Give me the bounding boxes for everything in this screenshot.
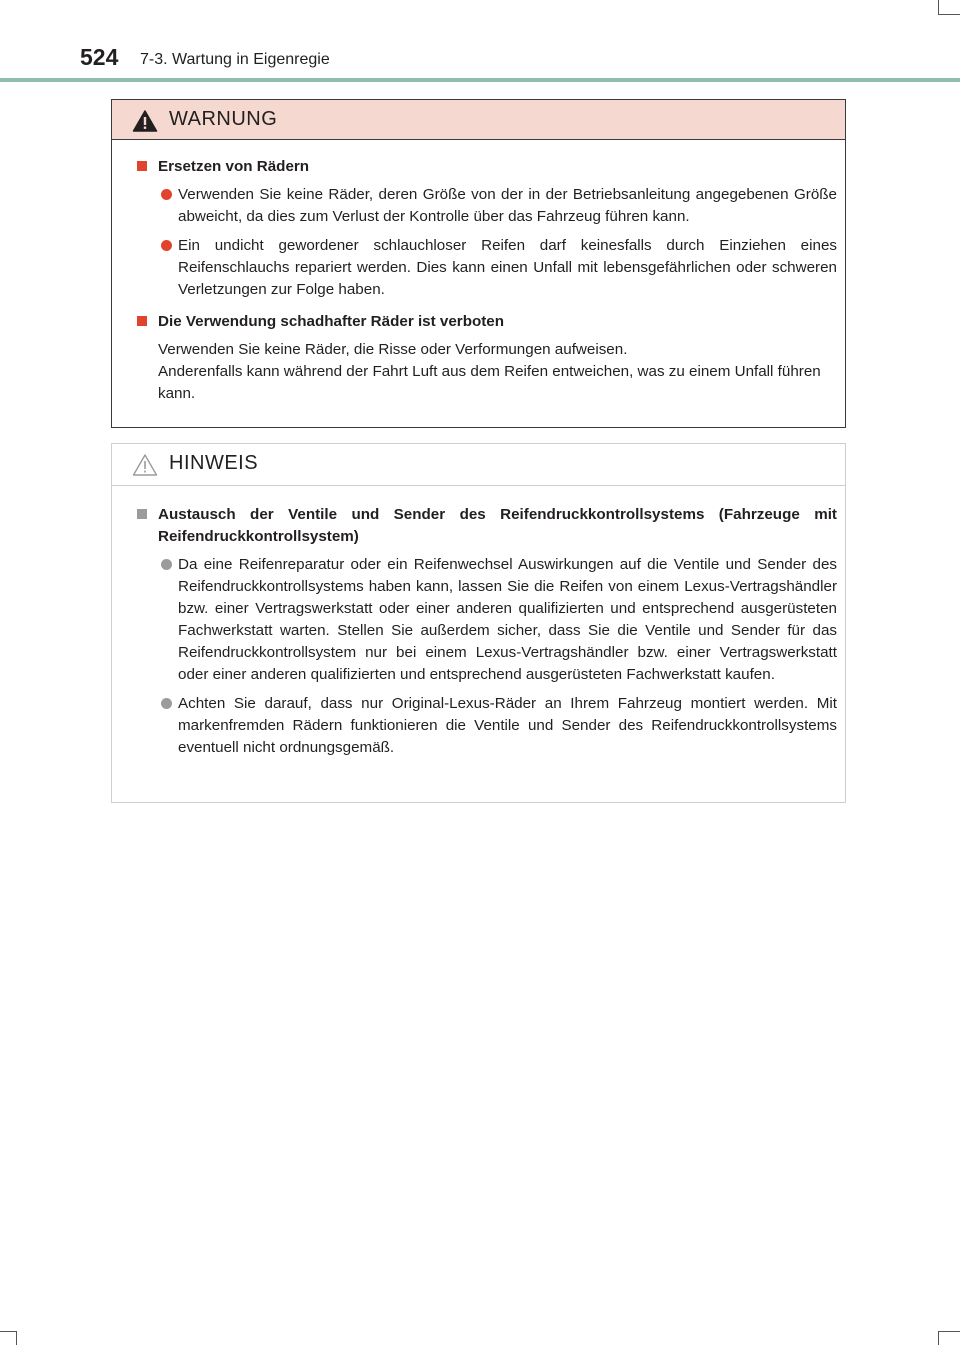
notice-header bbox=[112, 444, 845, 486]
warning-header bbox=[112, 100, 845, 140]
warning-paragraph bbox=[136, 339, 837, 405]
warning-bullet-text: Verwenden Sie keine Räder, deren Größe von der in der Betriebsanleitung angegebenen Größe abweicht, da dies zum Verlust der Kontrolle über das Fahrzeug führen kann. bbox=[178, 186, 837, 225]
notice-bullet bbox=[136, 554, 837, 686]
crop-mark bbox=[16, 1331, 17, 1345]
crop-mark bbox=[0, 1331, 16, 1332]
notice-body bbox=[112, 486, 845, 759]
crop-mark bbox=[938, 0, 939, 14]
crop-mark bbox=[938, 1331, 960, 1332]
notice-bullet-text: Achten Sie darauf, dass nur Original-Lexus-Räder an Ihrem Fahrzeug montiert werden. Mit markenfremden Rädern funktionieren die Ventile und Sender des Reifendruckkontrollsystems eventuell nicht ordnungsgemäß. bbox=[178, 695, 837, 756]
notice-section-title bbox=[136, 504, 837, 548]
warning-section-title bbox=[136, 156, 837, 178]
crop-mark bbox=[938, 1331, 939, 1345]
square-bullet-icon bbox=[137, 509, 147, 519]
warning-section-title-text: Ersetzen von Rädern bbox=[158, 158, 310, 175]
circle-bullet-icon bbox=[161, 698, 172, 709]
warning-paragraph-line: Verwenden Sie keine Räder, die Risse oder Verformungen aufweisen. bbox=[158, 341, 628, 358]
warning-bullet bbox=[136, 184, 837, 228]
warning-title: WARNUNG bbox=[169, 108, 278, 130]
circle-bullet-icon bbox=[161, 559, 172, 570]
notice-bullet-text: Da eine Reifenreparatur oder ein Reifenwechsel Auswirkungen auf die Ventile und Sender des Reifendruckkontrollsystems haben kann, lassen Sie die Reifen von einem Lexus-Vertragshändler bzw. einer Vertragswerkstatt oder einer anderen qualifizierten und entsprechend ausgerüsteten Fachwerkstatt warten. Stellen Sie außerdem sicher, dass Sie die Ventile und Sender für das Reifendruckkontrollsystem nur bei einem Lexus-Vertragshändler bzw. einer Vertragswerkstatt oder einer anderen qualifizierten und entsprechend ausgerüsteten Fachwerkstatt kaufen. bbox=[178, 556, 837, 683]
warning-paragraph-line: Anderenfalls kann während der Fahrt Luft aus dem Reifen entweichen, was zu einem Unfall führen kann. bbox=[158, 363, 821, 402]
square-bullet-icon bbox=[137, 161, 147, 171]
warning-section-title-text: Die Verwendung schadhafter Räder ist verboten bbox=[158, 313, 505, 330]
notice-box bbox=[111, 443, 846, 803]
circle-bullet-icon bbox=[161, 189, 172, 200]
section-title: 7-3. Wartung in Eigenregie bbox=[140, 51, 330, 68]
warning-section-title bbox=[136, 311, 837, 333]
page-number: 524 bbox=[80, 44, 119, 70]
circle-bullet-icon bbox=[161, 240, 172, 251]
warning-triangle-icon bbox=[132, 109, 158, 133]
notice-bullet bbox=[136, 693, 837, 759]
header-rule bbox=[0, 78, 960, 82]
warning-body bbox=[112, 140, 845, 405]
warning-box bbox=[111, 99, 846, 428]
square-bullet-icon bbox=[137, 316, 147, 326]
notice-title: HINWEIS bbox=[169, 452, 259, 474]
warning-bullet-text: Ein undicht gewordener schlauchloser Reifen darf keinesfalls durch Einziehen eines Reifenschlauchs repariert werden. Dies kann einen Unfall mit lebensgefährlichen oder schweren Verletzungen zur Folge haben. bbox=[178, 237, 837, 298]
crop-mark bbox=[938, 14, 960, 15]
notice-section-title-text: Austausch der Ventile und Sender des Reifendruckkontrollsystems (Fahrzeuge mit Reifendruckkontrollsystem) bbox=[158, 506, 837, 545]
warning-outline-icon bbox=[132, 453, 158, 477]
warning-bullet bbox=[136, 235, 837, 301]
